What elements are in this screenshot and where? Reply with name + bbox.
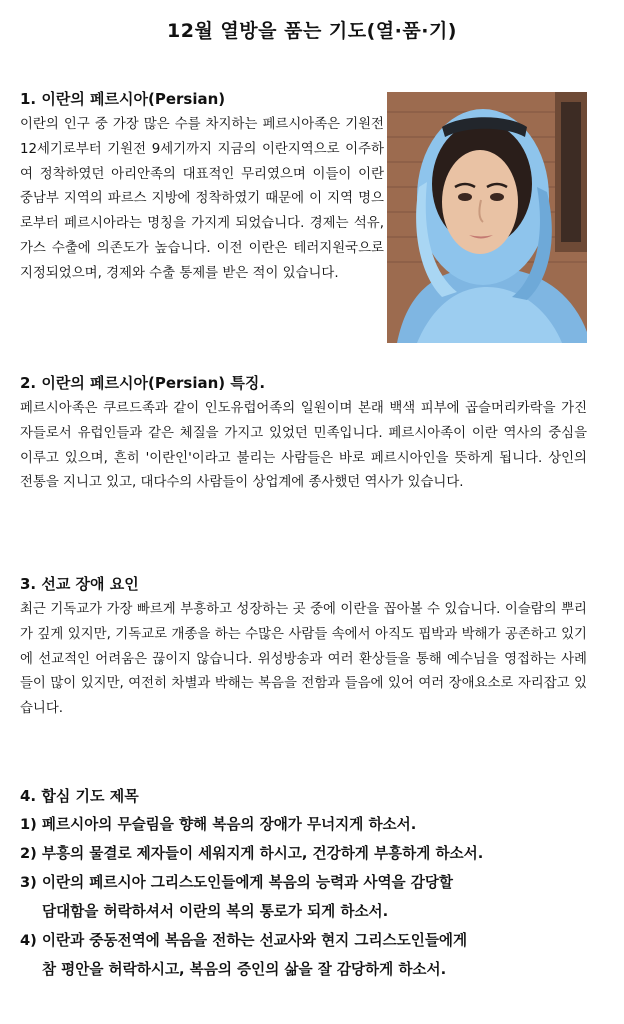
section-2-heading: 2. 이란의 페르시아(Persian) 특징. — [20, 374, 266, 392]
section-1-heading: 1. 이란의 페르시아(Persian) — [20, 90, 226, 108]
section-2-body: 페르시아족은 쿠르드족과 같이 인도유럽어족의 일원이며 본래 백색 피부에 곱슬머리카락을 가진 자들로서 유럽인들과 같은 체질을 가지고 있었던 민족입니다. 페르시아족이 이란 역사의 중심을 이루고 있으며, 흔히 '이란인'이라고 불리는 사람들은 바로 페르시아인을 뜻하게 됩니다. 상인의 전통을 지니고 있고, 대다수의 사람들이 상업계에 종사했던 역사가 있습니다. — [20, 401, 587, 491]
prayer-item-1-text: 1) 페르시아의 무슬림을 향해 복음의 장애가 무너지게 하소서. — [20, 816, 417, 833]
prayer-item-4 — [20, 926, 610, 984]
section-3-heading: 3. 선교 장애 요인 — [20, 575, 139, 593]
prayer-item-4-continuation: 참 평안을 허락하시고, 복음의 증인의 삶을 잘 감당하게 하소서. — [42, 961, 447, 978]
section-4-heading: 4. 합심 기도 제목 — [20, 787, 139, 805]
portrait-photo — [387, 92, 587, 343]
prayer-list — [20, 810, 610, 984]
prayer-item-3-continuation: 담대함을 허락하셔서 이란의 복의 통로가 되게 하소서. — [42, 903, 389, 920]
section-1-body: 이란의 인구 중 가장 많은 수를 차지하는 페르시아족은 기원전 12세기로부터 기원전 9세기까지 지금의 이란지역으로 이주하여 정착하였던 아리안족의 대표적인 무리였으며 이들이 이란 중남부 지역의 파르스 지방에 정착하였기 때문에 이 지역 명으로부터 페르시아라는 명칭을 가지게 되었습니다. 경제는 석유, 가스 수출에 의존도가 높습니다. 이전 이란은 테러지원국으로 지정되었으며, 경제와 수출 통제를 받은 적이 있습니다. — [20, 117, 384, 281]
prayer-item-1 — [20, 810, 610, 839]
prayer-item-2 — [20, 839, 610, 868]
prayer-item-4-text: 4) 이란과 중동전역에 복음을 전하는 선교사와 현지 그리스도인들에게 — [20, 932, 468, 949]
page-title: 12월 열방을 품는 기도(열·품·기) — [167, 20, 457, 42]
prayer-item-2-text: 2) 부흥의 물결로 제자들이 세워지게 하시고, 건강하게 부흥하게 하소서. — [20, 845, 484, 862]
prayer-item-3 — [20, 868, 610, 926]
prayer-item-3-text: 3) 이란의 페르시아 그리스도인들에게 복음의 능력과 사역을 감당할 — [20, 874, 454, 891]
section-3-body: 최근 기독교가 가장 빠르게 부흥하고 성장하는 곳 중에 이란을 꼽아볼 수 있습니다. 이슬람의 뿌리가 깊게 있지만, 기독교로 개종을 하는 수많은 사람들 속에서 아직도 핍박과 박해가 공존하고 있기에 선교적인 어려움은 끊이지 않습니다. 위성방송과 여러 환상들을 통해 예수님을 영접하는 사례들이 많이 있지만, 여전히 차별과 박해는 복음을 전함과 들음에 있어 여러 장애요소로 자리잡고 있습니다. — [20, 602, 587, 717]
